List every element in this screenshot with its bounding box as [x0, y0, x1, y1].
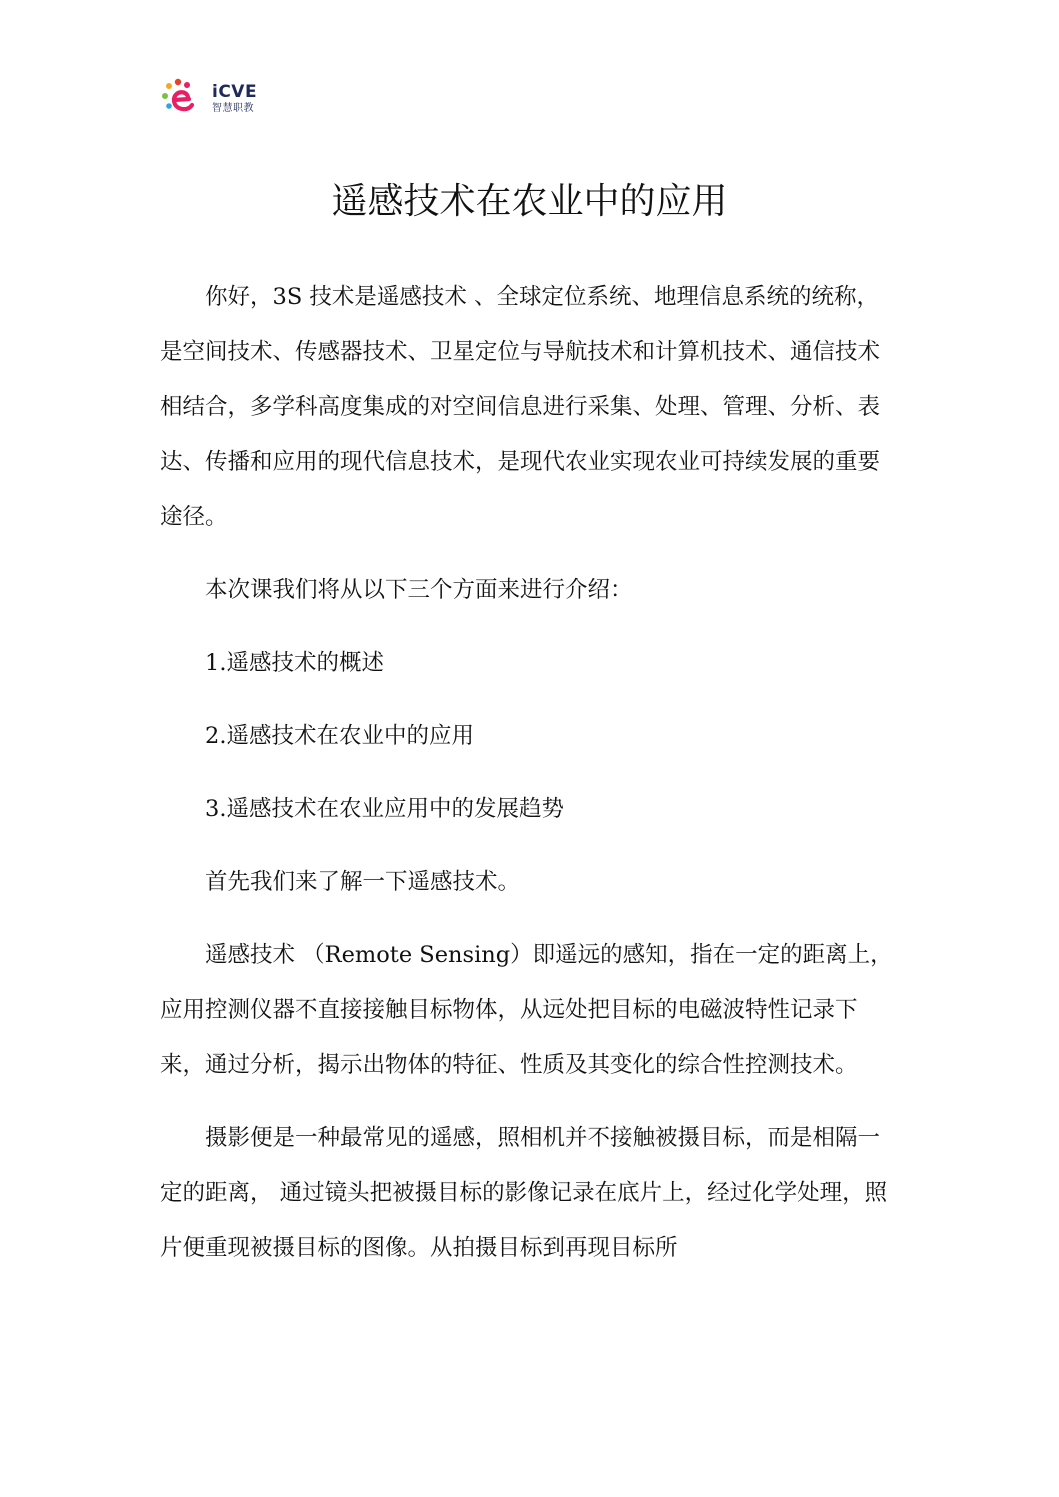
icve-flower-logo-icon: [158, 76, 210, 120]
paragraph-definition: 遥感技术 （Remote Sensing）即遥远的感知，指在一定的距离上，应用控测仪器不直接接触目标物体，从远处把目标的电磁波特性记录下来，通过分析，揭示出物体的特征、性质及其变化的综合性控测技术。: [160, 942, 893, 1078]
document-title: 遥感技术在农业中的应用: [331, 181, 728, 222]
paragraph-overview: 本次课我们将从以下三个方面来进行介绍：: [205, 577, 633, 603]
document-body: [160, 270, 900, 1294]
paragraph-photography: 摄影便是一种最常见的遥感，照相机并不接触被摄目标，而是相隔一定的距离， 通过镜头把被摄目标的影像记录在底片上，经过化学处理，照片便重现被摄目标的图像。从拍摄目标到再现目标所: [160, 1125, 888, 1261]
list-item-2: 2.遥感技术在农业中的应用: [205, 723, 474, 749]
paragraph-transition: 首先我们来了解一下遥感技术。: [205, 869, 521, 895]
list-item-1: 1.遥感技术的概述: [205, 650, 384, 676]
list-item-3: 3.遥感技术在农业应用中的发展趋势: [205, 796, 564, 822]
logo-subtitle: 智慧职教: [212, 103, 254, 114]
paragraph-intro: 你好，3S 技术是遥感技术 、全球定位系统、地理信息系统的统称，是空间技术、传感器技术、卫星定位与导航技术和计算机技术、通信技术相结合，多学科高度集成的对空间信息进行采集、处理、管理、分析、表达、传播和应用的现代信息技术，是现代农业实现农业可持续发展的重要途径。: [160, 284, 881, 530]
logo-wordmark: iCVE: [212, 82, 258, 102]
icve-logo: [158, 76, 268, 120]
